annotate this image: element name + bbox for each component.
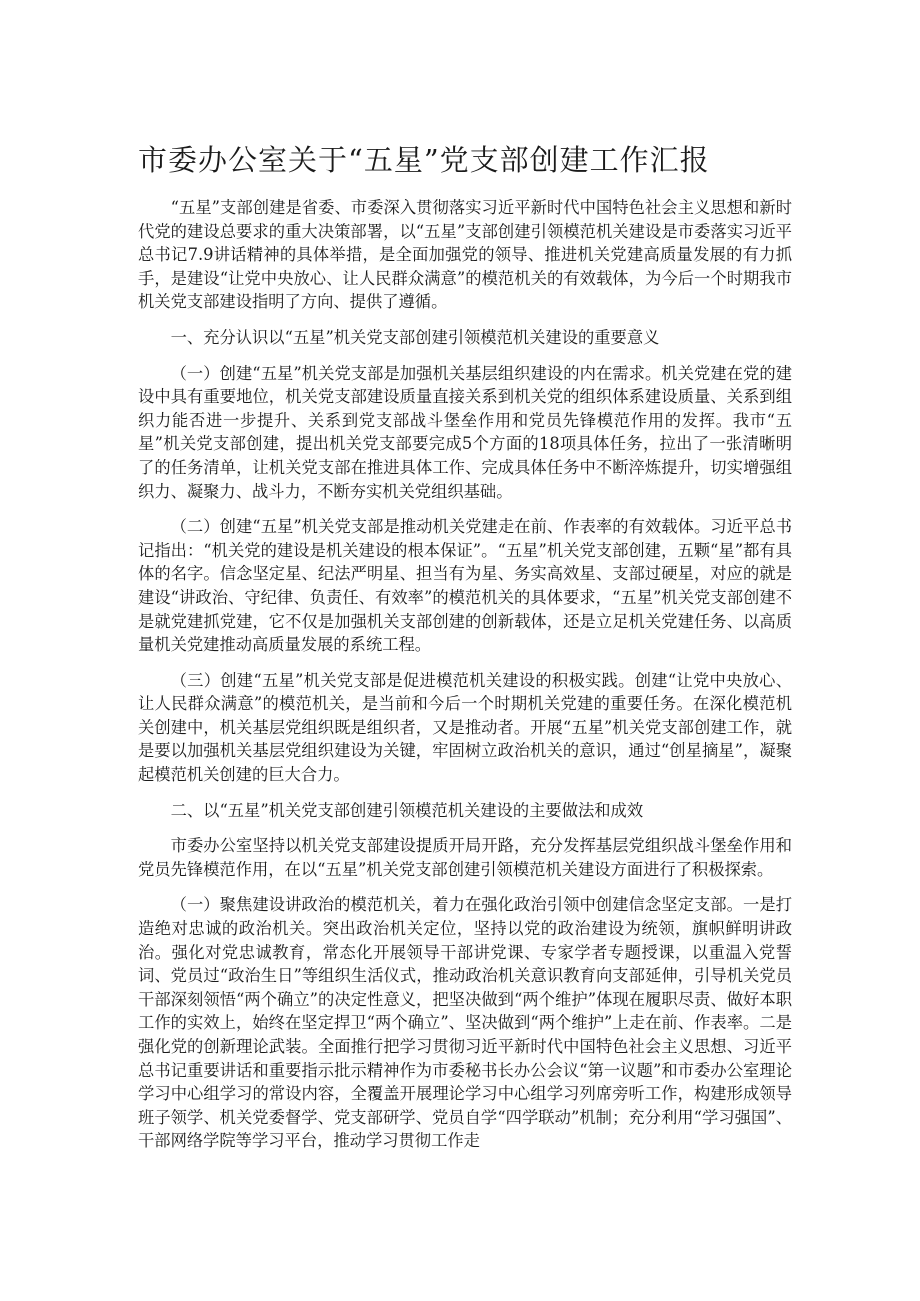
document-page (138, 140, 792, 1165)
section-1-paragraph-1: （一）创建“五星”机关党支部是加强机关基层组织建设的内在需求。机关党建在党的建设中具有重要地位，机关党支部建设质量直接关系到机关党的组织体系建设质量、关系到组织力能否进一步提升、关系到党支部战斗堡垒作用和党员先锋模范作用的发挥。我市“五星”机关党支部创建，提出机关党支部要完成5个方面的18项具体任务，拉出了一张清晰明了的任务清单，让机关党支部在推进具体工作、完成具体任务中不断淬炼提升，切实增强组织力、凝聚力、战斗力，不断夯实机关党组织基础。 (138, 363, 792, 501)
section-1-paragraph-3: （三）创建“五星”机关党支部是促进模范机关建设的积极实践。创建“让党中央放心、让人民群众满意”的模范机关，是当前和今后一个时期机关党建的重要任务。在深化模范机关创建中，机关基层党组织既是组织者，又是推动者。开展“五星”机关党支部创建工作，就是要以加强机关基层党组织建设为关键，牢固树立政治机关的意识，通过“创星摘星”，凝聚起模范机关创建的巨大合力。 (138, 670, 792, 785)
section-2-heading: 二、以“五星”机关党支部创建引领模范机关建设的主要做法和成效 (170, 800, 644, 820)
section-2-paragraph-1: （一）聚焦建设讲政治的模范机关，着力在强化政治引领中创建信念坚定支部。一是打造绝对忠诚的政治机关。突出政治机关定位，坚持以党的政治建设为统领，旗帜鲜明讲政治。强化对党忠诚教育，常态化开展领导干部讲党课、专家学者专题授课，以重温入党誓词、党员过“政治生日”等组织生活仪式，推动政治机关意识教育向支部延伸，引导机关党员干部深刻领悟“两个确立”的决定性意义，把坚决做到“两个维护”体现在履职尽责、做好本职工作的实效上，始终在坚定捍卫“两个确立”、坚决做到“两个维护”上走在前、作表率。二是强化党的创新理论武装。全面推行把学习贯彻习近平新时代中国特色社会主义思想、习近平总书记重要讲话和重要指示批示精神作为市委秘书长办公会议“第一议题”和市委办公室理论学习中心组学习的常设内容，全覆盖开展理论学习中心组学习列席旁听工作，构建形成领导班子领学、机关党委督学、党支部研学、党员自学“四学联动”机制；充分利用“学习强国”、干部网络学院等学习平台，推动学习贯彻工作走 (138, 895, 792, 1151)
document-title: 市委办公室关于“五星”党支部创建工作汇报 (138, 143, 710, 177)
section-2-intro-paragraph: 市委办公室坚持以机关党支部建设提质开局开路，充分发挥基层党组织战斗堡垒作用和党员先锋模范作用，在以“五星”机关党支部创建引领模范机关建设方面进行了积极探索。 (138, 836, 792, 879)
section-1-paragraph-2: （二）创建“五星”机关党支部是推动机关党建走在前、作表率的有效载体。习近平总书记指出：“机关党的建设是机关建设的根本保证”。“五星”机关党支部创建，五颗“星”都有具体的名字。信念坚定星、纪法严明星、担当有为星、务实高效星、支部过硬星，对应的就是建设“讲政治、守纪律、负责任、有效率”的模范机关的具体要求，“五星”机关党支部创建不是就党建抓党建，它不仅是加强机关支部创建的创新载体，还是立足机关党建任务、以高质量机关党建推动高质量发展的系统工程。 (138, 517, 792, 655)
section-1-heading: 一、充分认识以“五星”机关党支部创建引领模范机关建设的重要意义 (170, 327, 660, 347)
intro-paragraph: “五星”支部创建是省委、市委深入贯彻落实习近平新时代中国特色社会主义思想和新时代党的建设总要求的重大决策部署，以“五星”支部创建引领模范机关建设是市委落实习近平总书记7.9讲话精神的具体举措，是全面加强党的领导、推进机关党建高质量发展的有力抓手，是建设“让党中央放心、让人民群众满意”的模范机关的有效载体，为今后一个时期我市机关党支部建设指明了方向、提供了遵循。 (138, 198, 792, 312)
